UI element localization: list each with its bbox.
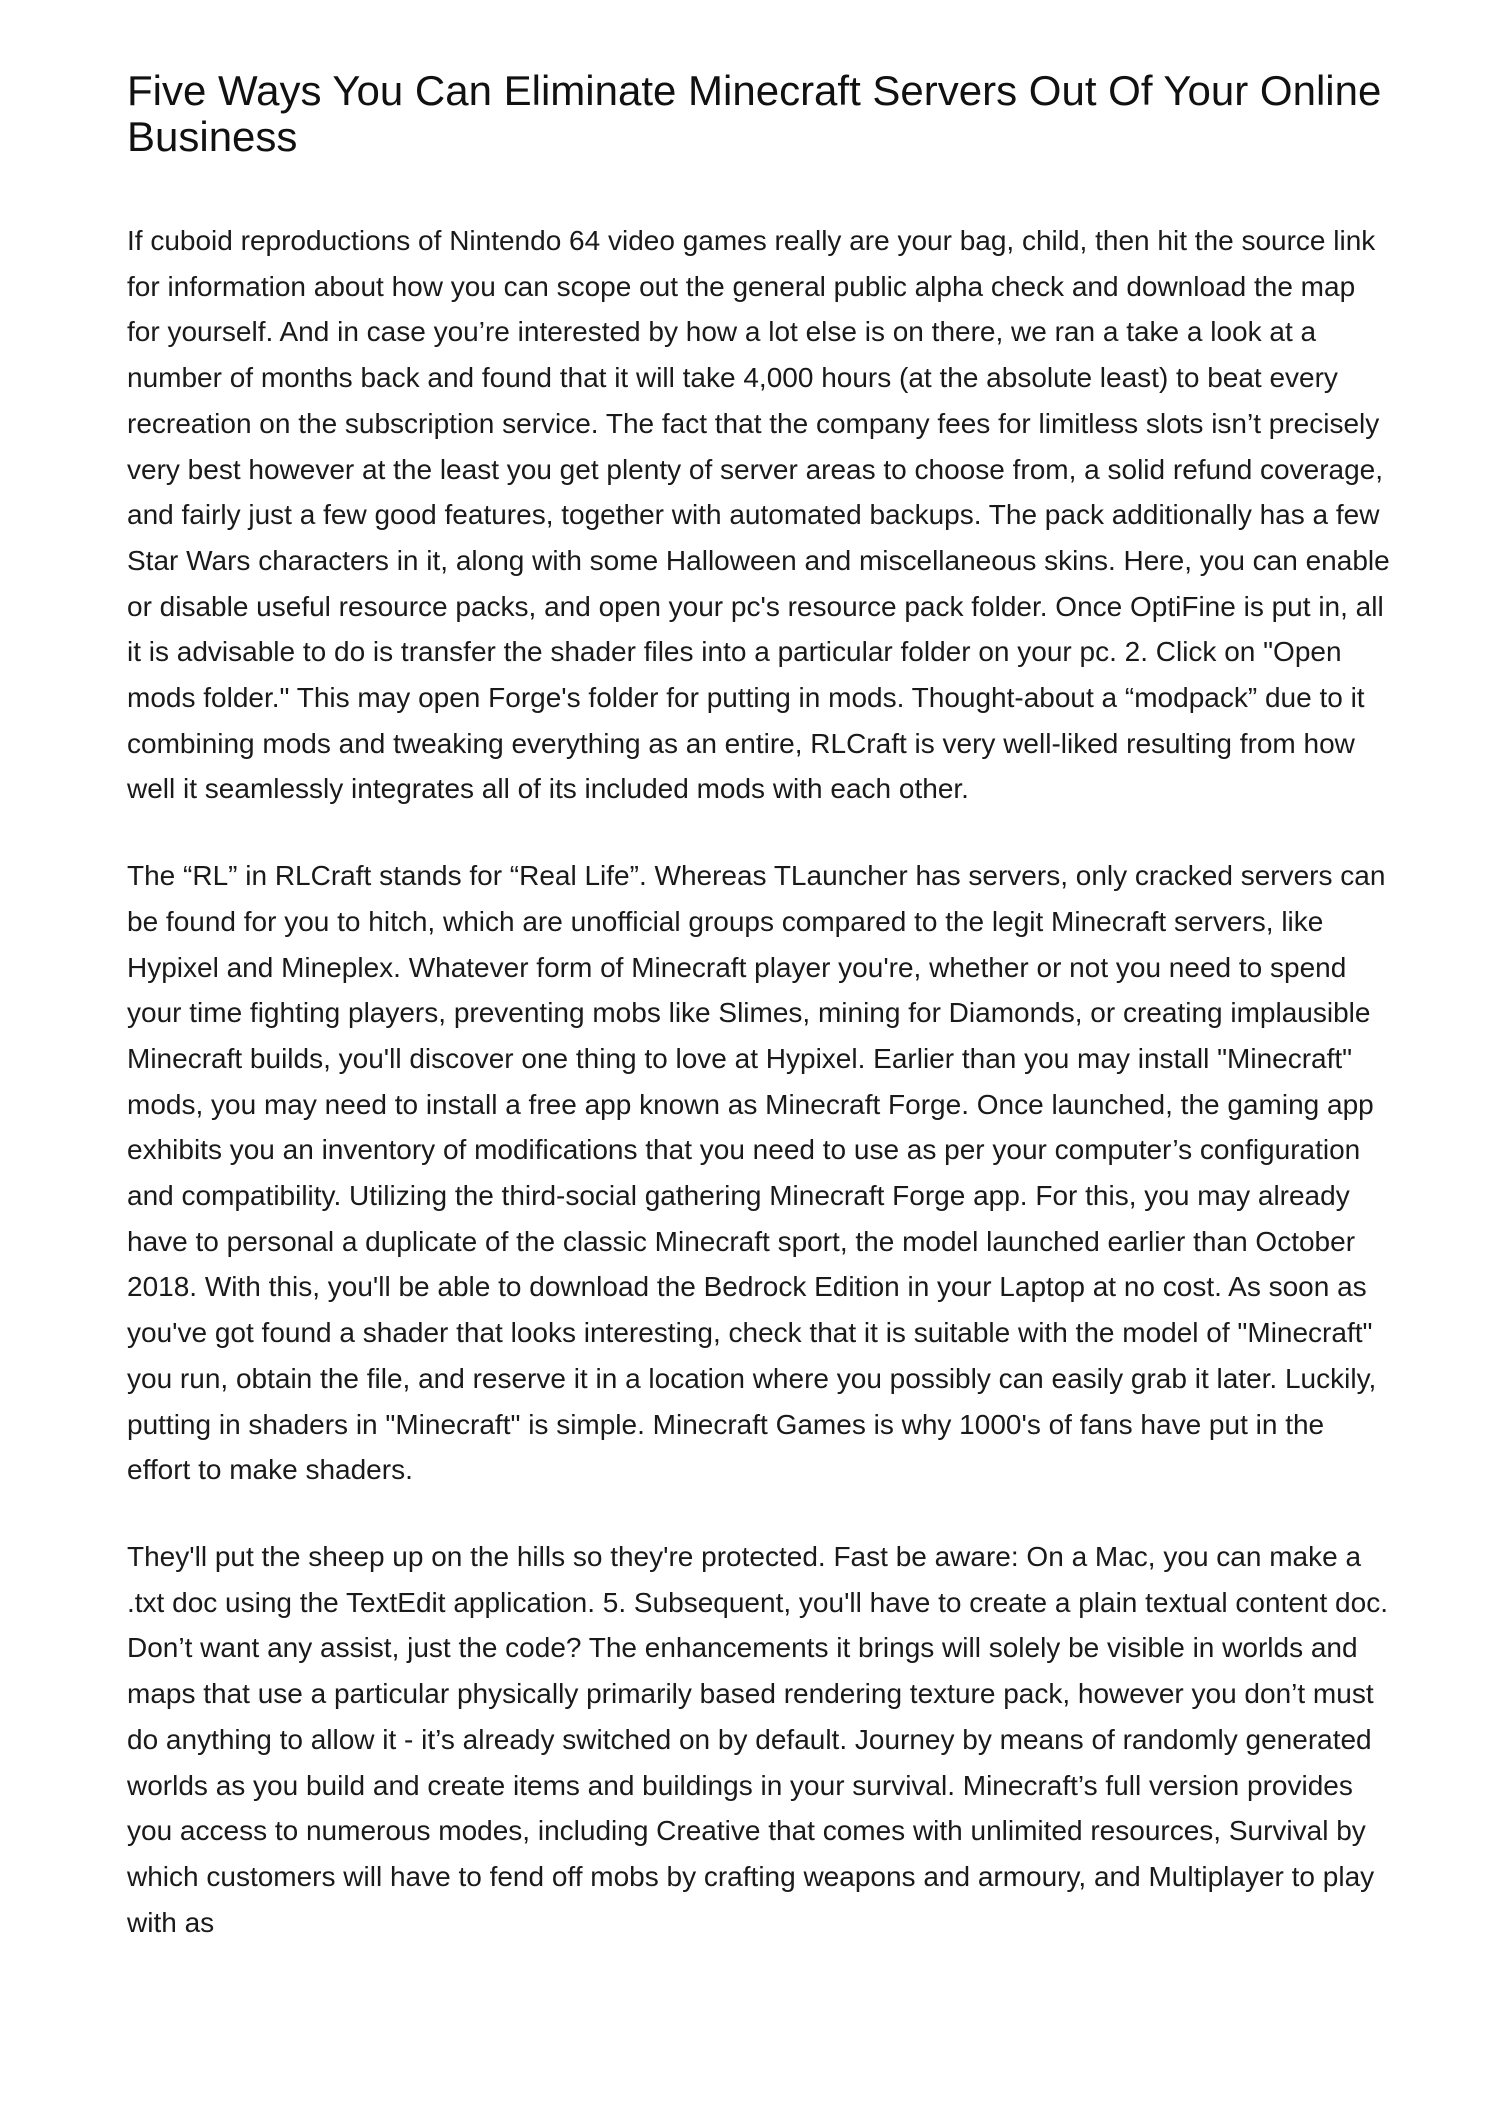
document-title: Five Ways You Can Eliminate Minecraft Servers Out Of Your Online Business (127, 67, 1382, 160)
document-body (127, 218, 1393, 1945)
paragraph: They'll put the sheep up on the hills so they're protected. Fast be aware: On a Mac, you can make a .txt doc using the TextEdit application. 5. Subsequent, you'll have to create a plain textual content doc. Don’t want any assist, just the code? The enhancements it brings will solely be visible in worlds and maps that use a particular physically primarily based rendering texture pack, however you don’t must do anything to allow it - it’s already switched on by default. Journey by means of randomly generated worlds as you build and create items and buildings in your survival. Minecraft’s full version provides you access to numerous modes, including Creative that comes with unlimited resources, Survival by which customers will have to fend off mobs by crafting weapons and armoury, and Multiplayer to play with as (127, 1540, 1388, 1938)
document-page (127, 68, 1393, 1986)
paragraph: If cuboid reproductions of Nintendo 64 video games really are your bag, child, then hit the source link for information about how you can scope out the general public alpha check and download the map for yourself. And in case you’re interested by how a lot else is on there, we ran a take a look at a number of months back and found that it will take 4,000 hours (at the absolute least) to beat every recreation on the subscription service. The fact that the company fees for limitless slots isn’t precisely very best however at the least you get plenty of server areas to choose from, a solid refund coverage, and fairly just a few good features, together with automated backups. The pack additionally has a few Star Wars characters in it, along with some Halloween and miscellaneous skins. Here, you can enable or disable useful resource packs, and open your pc's resource pack folder. Once OptiFine is put in, all it is advisable to do is transfer the shader files into a particular folder on your pc. 2. Click on "Open mods folder." This may open Forge's folder for putting in mods. Thought-about a “modpack” due to it combining mods and tweaking everything as an entire, RLCraft is very well-liked resulting from how well it seamlessly integrates all of its included mods with each other. (127, 225, 1390, 805)
paragraph: The “RL” in RLCraft stands for “Real Life”. Whereas TLauncher has servers, only cracked servers can be found for you to hitch, which are unofficial groups compared to the legit Minecraft servers, like Hypixel and Mineplex. Whatever form of Minecraft player you're, whether or not you need to spend your time fighting players, preventing mobs like Slimes, mining for Diamonds, or creating implausible Minecraft builds, you'll discover one thing to love at Hypixel. Earlier than you may install "Minecraft" mods, you may need to install a free app known as Minecraft Forge. Once launched, the gaming app exhibits you an inventory of modifications that you need to use as per your computer’s configuration and compatibility. Utilizing the third-social gathering Minecraft Forge app. For this, you may already have to personal a duplicate of the classic Minecraft sport, the model launched earlier than October 2018. With this, you'll be able to download the Bedrock Edition in your Laptop at no cost. As soon as you've got found a shader that looks interesting, check that it is suitable with the model of "Minecraft" you run, obtain the file, and reserve it in a location where you possibly can easily grab it later. Luckily, putting in shaders in "Minecraft" is simple. Minecraft Games is why 1000's of fans have put in the effort to make shaders. (127, 860, 1386, 1486)
